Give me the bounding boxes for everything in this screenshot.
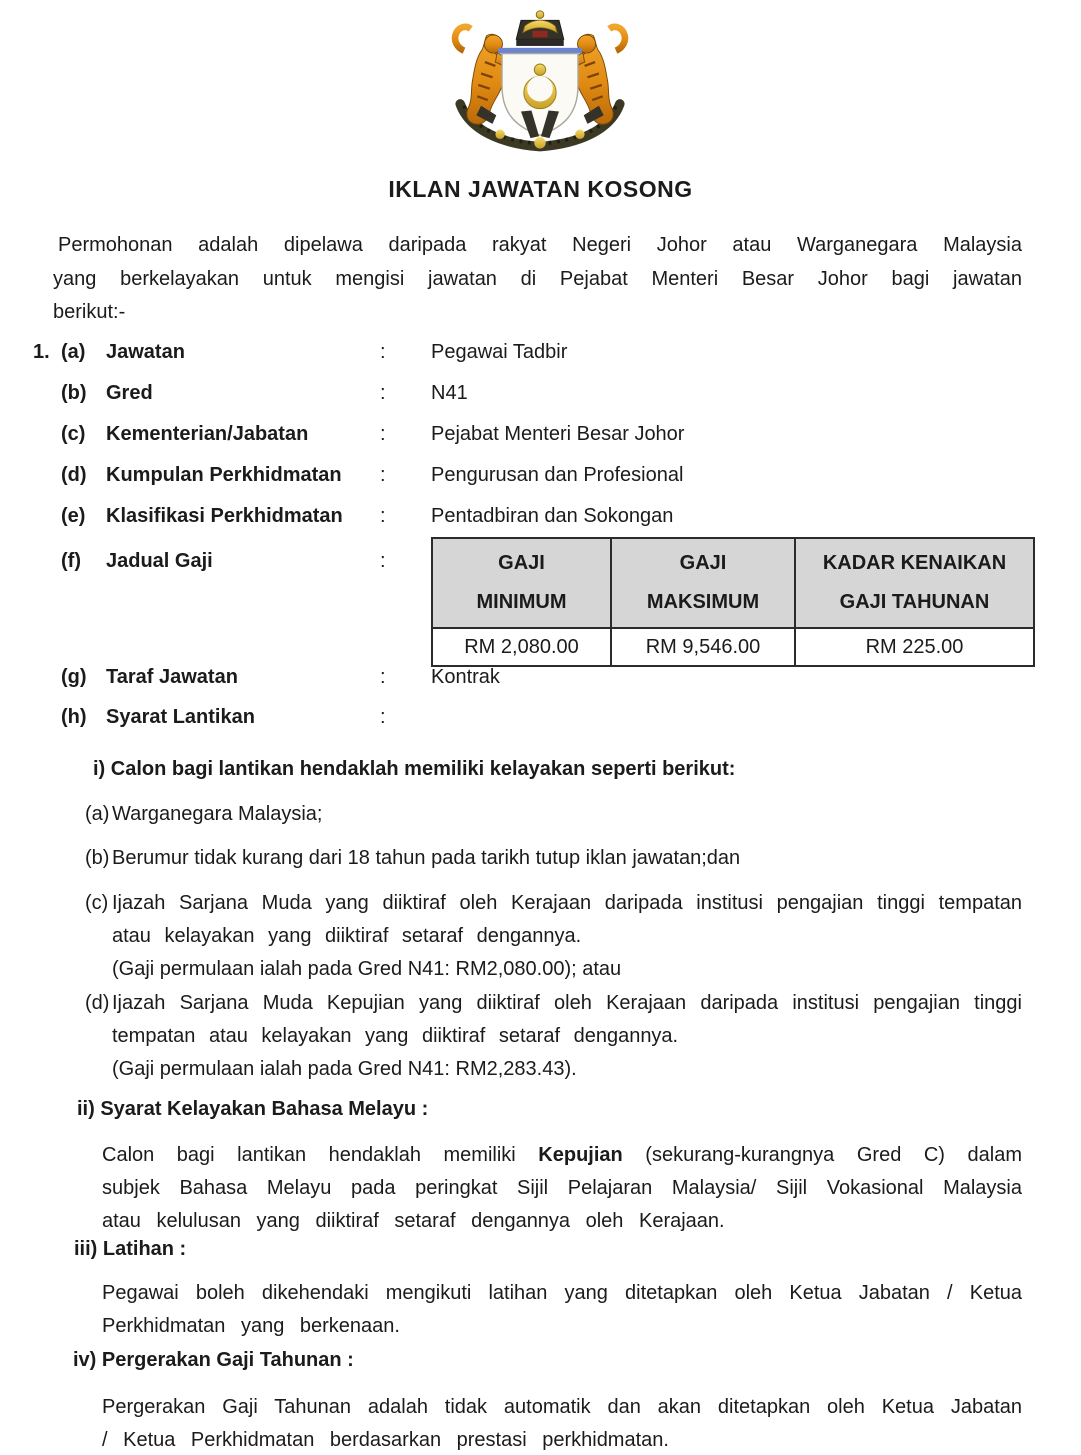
salary-kadar-value: RM 225.00 bbox=[795, 628, 1034, 666]
detail-row-taraf: (g) Taraf Jawatan : Kontrak bbox=[33, 665, 1048, 689]
kepujian-bold: Kepujian bbox=[538, 1144, 623, 1166]
salary-header-minimum: GAJI MINIMUM bbox=[432, 538, 611, 628]
salary-minimum-value: RM 2,080.00 bbox=[432, 628, 611, 666]
salary-note: (Gaji permulaan ialah pada Gred N41: RM2,283.43). bbox=[112, 1058, 577, 1080]
section-iii-paragraph: Pegawai boleh dikehendaki mengikuti latihan yang ditetapkan oleh Ketua Jabatan / Ketua Perkhidmatan yang berkenaan. bbox=[102, 1282, 1022, 1337]
section-iii-heading: iii) Latihan : bbox=[74, 1238, 187, 1260]
section-i-heading: i) Calon bagi lantikan hendaklah memiliki kelayakan seperti berikut: bbox=[93, 758, 736, 780]
requirement-item-c: (c) Ijazah Sarjana Muda yang diiktiraf oleh Kerajaan daripada institusi pengajian tinggi tempatan atau kelayakan yang diiktiraf setaraf dengannya. (Gaji permulaan ialah pada Gred N41: RM2,080.00); atau bbox=[85, 887, 1022, 986]
requirement-item-b: (b) Berumur tidak kurang dari 18 tahun pada tarikh tutup iklan jawatan;dan bbox=[85, 847, 741, 869]
field-value bbox=[431, 705, 1048, 729]
salary-table-header-row bbox=[432, 538, 1034, 628]
section-ii-paragraph: Calon bagi lantikan hendaklah memiliki Kepujian (sekurang-kurangnya Gred C) dalam subjek Bahasa Melayu pada peringkat Sijil Pelajaran Malaysia/ Sijil Vokasional Malaysia atau kelulusan yang diiktiraf setaraf dengannya oleh Kerajaan. bbox=[102, 1144, 1022, 1232]
field-label: Jadual Gaji bbox=[106, 550, 213, 572]
requirement-item-d: (d) Ijazah Sarjana Muda Kepujian yang diiktiraf oleh Kerajaan daripada institusi pengajian tinggi tempatan atau kelayakan yang diiktiraf setaraf dengannya. (Gaji permulaan ialah pada Gred N41: RM2,283.43). bbox=[85, 987, 1022, 1086]
intro-paragraph: Permohonan adalah dipelawa daripada rakyat Negeri Johor atau Warganegara Malaysia yang berkelayakan untuk mengisi jawatan di Pejabat Menteri Besar Johor bagi jawatan berikut:- bbox=[53, 234, 1022, 323]
salary-note: (Gaji permulaan ialah pada Gred N41: RM2,080.00); atau bbox=[112, 958, 622, 980]
section-ii-heading: ii) Syarat Kelayakan Bahasa Melayu : bbox=[77, 1098, 429, 1120]
detail-row-klasifikasi: (e) Klasifikasi Perkhidmatan : Pentadbiran dan Sokongan bbox=[33, 504, 1048, 528]
field-label: Kementerian/Jabatan bbox=[106, 423, 309, 445]
salary-header-maksimum: GAJI MAKSIMUM bbox=[611, 538, 795, 628]
requirement-item-a: (a) Warganegara Malaysia; bbox=[85, 803, 323, 825]
detail-row-jawatan: 1. (a) Jawatan : Pegawai Tadbir bbox=[33, 340, 1048, 364]
field-label: Klasifikasi Perkhidmatan bbox=[106, 505, 343, 527]
field-value: Pengurusan dan Profesional bbox=[431, 464, 684, 486]
section-iv-heading: iv) Pergerakan Gaji Tahunan : bbox=[73, 1349, 354, 1371]
field-label: Jawatan bbox=[106, 341, 185, 363]
page-title: IKLAN JAWATAN KOSONG bbox=[388, 176, 693, 202]
item-number: 1. bbox=[33, 341, 50, 363]
salary-table bbox=[431, 537, 1035, 667]
salary-header-kadar-kenaikan: KADAR KENAIKAN GAJI TAHUNAN bbox=[795, 538, 1034, 628]
field-label: Gred bbox=[106, 382, 153, 404]
salary-table-value-row bbox=[432, 628, 1034, 666]
shield-band bbox=[498, 48, 582, 54]
detail-row-syarat-lantikan: (h) Syarat Lantikan : bbox=[33, 705, 1048, 729]
field-value: N41 bbox=[431, 382, 468, 404]
johor-coat-of-arms-icon bbox=[445, 8, 635, 158]
section-iv-paragraph: Pergerakan Gaji Tahunan adalah tidak automatik dan akan ditetapkan oleh Ketua Jabatan / Ketua Perkhidmatan berdasarkan prestasi perkhidmatan. bbox=[102, 1396, 1022, 1451]
field-label: Syarat Lantikan bbox=[106, 706, 255, 728]
detail-row-jadual-gaji: (f) Jadual Gaji : GAJI MINIMUM GAJI MAKSIMUM KADAR KENAIKAN GAJI TAHUNAN RM 2,080.00 RM 9,546.00 RM 225.00 bbox=[33, 537, 1048, 667]
field-value: Pegawai Tadbir bbox=[431, 341, 568, 363]
field-value: Pejabat Menteri Besar Johor bbox=[431, 423, 685, 445]
salary-maksimum-value: RM 9,546.00 bbox=[611, 628, 795, 666]
field-value: Kontrak bbox=[431, 666, 500, 688]
detail-row-gred: (b) Gred : N41 bbox=[33, 381, 1048, 405]
detail-row-kementerian: (c) Kementerian/Jabatan : Pejabat Menteri Besar Johor bbox=[33, 422, 1048, 446]
field-label: Kumpulan Perkhidmatan bbox=[106, 464, 342, 486]
crown bbox=[516, 11, 564, 46]
field-label: Taraf Jawatan bbox=[106, 666, 238, 688]
field-value: Pentadbiran dan Sokongan bbox=[431, 505, 674, 527]
detail-row-kumpulan: (d) Kumpulan Perkhidmatan : Pengurusan dan Profesional bbox=[33, 463, 1048, 487]
